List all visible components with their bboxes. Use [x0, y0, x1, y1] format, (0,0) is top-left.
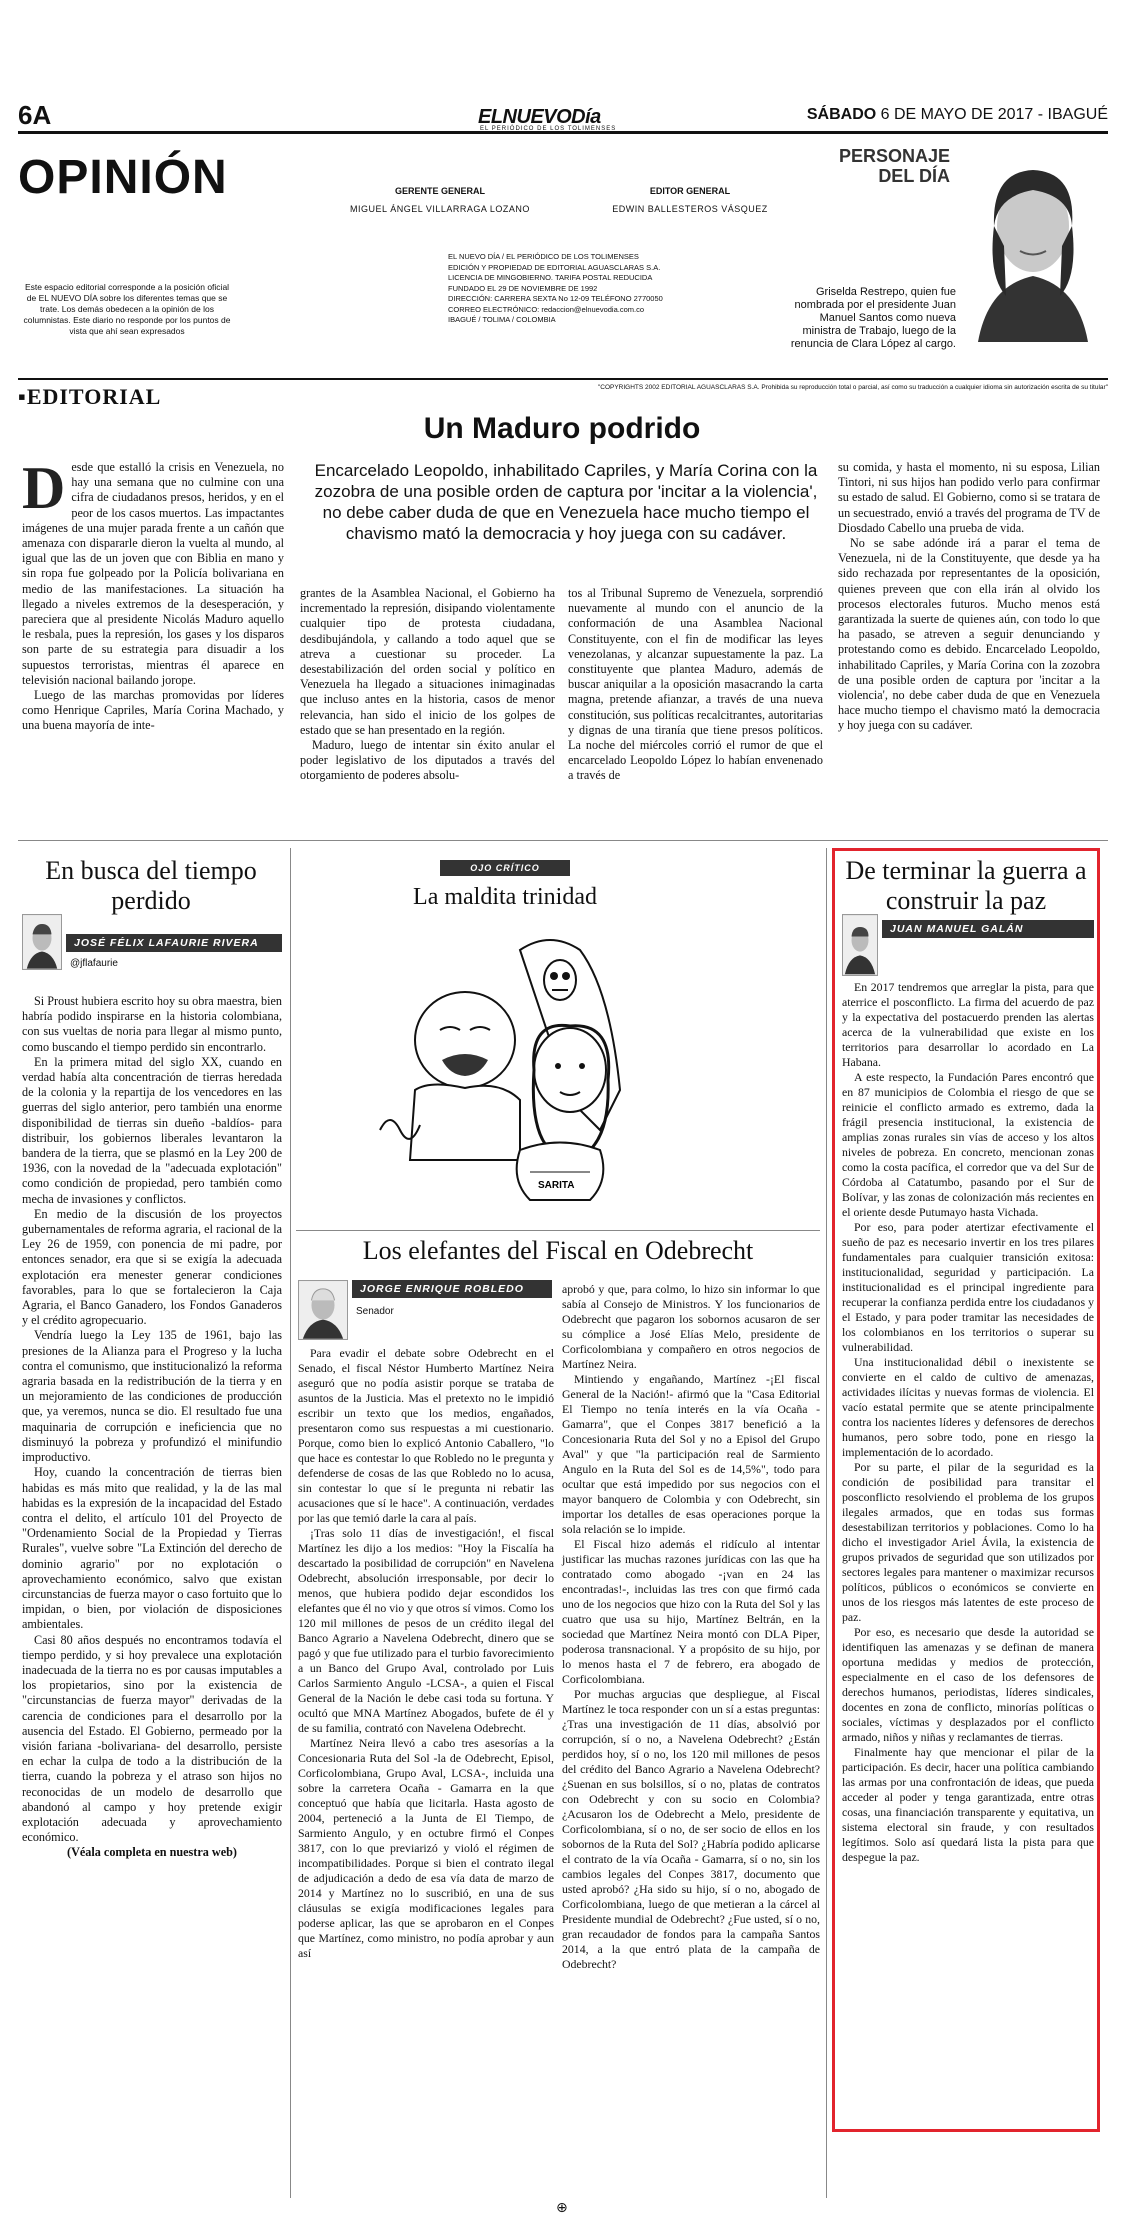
- personaje-title: [830, 146, 950, 186]
- registration-mark-icon: ⊕: [556, 2200, 568, 2216]
- author-photo: [842, 914, 878, 976]
- editorial-label: ▪EDITORIAL: [18, 384, 162, 409]
- date-rest: 6 DE MAYO DE 2017 - IBAGUÉ: [880, 106, 1108, 123]
- left-column-title: En busca del tiempo perdido: [45, 856, 257, 915]
- editorial-column-2: [300, 586, 555, 784]
- page-number: 6A: [18, 100, 52, 130]
- left-paragraph: En medio de la discusión de los proyectos gubernamentales de reforma agraria, el racional de la Ley 26 de 1959, con ponencia de mi padre, por entonces senador, era que si se exigía la adecuada explotación era menester generar condiciones favorables, para lo que se fortalecieron la Caja Agraria, el Banco Ganadero, los Fondos Ganaderos y el crédito agropecuario.: [22, 1206, 282, 1328]
- editorial-cartoon: [370, 930, 670, 1220]
- editorial-paragraph: esde que estalló la crisis en Venezuela, no hay una semana que no culmine con una cifra de ciudadanos presos, heridos, y en el peor de los casos muertos. Las impactantes imágenes de una mujer parada frente a un cañón que amenaza con dispararle dieron la vuelta al mundo, al igual que las de un joven que con Biblia en mano y sin ropa fue golpeado por la Policía bolivariana en medio de las manifestaciones. La situación ha llegado a niveles extremos de la desesperación, y pareciera que al presidente Nicolás Maduro aquello le resbala, pues la represión, los gases y los disparos son parte de su estrategia para disuadir a los supuestos terroristas, mientras él aparece en televisión nacional bailando jorope.: [22, 460, 284, 687]
- editorial-paragraph: No se sabe adónde irá a parar el tema de Venezuela, ni de la Constituyente, que desde ya ha sido rechazada por representantes de la oposición, quienes preveen que con ella irán al olvido los procesos electorales futuros. Mucho menos está garantizada la suerte de quienes aún, con todo lo que ha pasado, se atreven a seguir denunciando y protestando como es debido. Encarcelado Leopoldo, inhabilitado Capriles, y María Corina con la zozobra de una posible orden de captura por 'incitar a la violencia', no debe caber duda de que en Venezuela hace mucho tiempo el chavismo mató la democracia y hoy juega con su cadáver.: [838, 536, 1100, 733]
- right-column-author: JUAN MANUEL GALÁN: [882, 920, 1094, 938]
- ojo-critico-label: OJO CRÍTICO: [440, 860, 570, 876]
- left-paragraph: Si Proust hubiera escrito hoy su obra maestra, bien habría podido inspirarse en la historia colombiana, con sus vueltas de noria para llegar al mismo punto, como buscando el tiempo perdido sin encontrarlo.: [22, 994, 282, 1054]
- right-column-title: De terminar la guerra a construir la paz: [845, 856, 1087, 915]
- left-paragraph: Casi 80 años después no encontramos todavía el tiempo perdido, y si hoy prevalece una explotación inadecuada de la tierra no es por causas imputables a los propietarios, sino por la existencia de "circunstancias de fuerza mayor" derivadas de la carencia de condiciones para el desarrollo por la ausencia del Estado. El Gobierno, permeado por la visión fariana -bolivariana- del desarrollo, persiste en echar la culpa de todo a la distribución de la tierra, cuando la pobreza y el atraso son hijos no reconocidas de un modelo de desarrollo que abandonó al campo y hoy pretende exigir explotación adecuada y aprovechamiento económico.: [22, 1632, 282, 1845]
- gm-role: GERENTE GENERAL: [394, 186, 485, 196]
- left-column-body: [22, 994, 282, 1861]
- cartoon-title: La maldita trinidad: [413, 884, 597, 910]
- middle-column-author: JORGE ENRIQUE ROBLEDO: [352, 1280, 552, 1298]
- left-paragraph: En la primera mitad del siglo XX, cuando en verdad había alta concentración de tierras heredada de la colonia y la repartija de los vencedores en las guerras del siglo anterior, pero también una enorme disponibilidad de tierras sin dueño -baldíos- para distribuir, los gobiernos liberales levantaron la bandera de la tierra, que se plasmó en la Ley 200 de 1936, con la novedad de la "adecuada explotación" como condición de propiedad, pero también como mecha de invasiones y conflictos.: [22, 1054, 282, 1206]
- editorial-column-4: [838, 460, 1100, 734]
- right-column-body: [842, 980, 1094, 1865]
- personaje-title-line2: DEL DÍA: [878, 166, 950, 186]
- left-paragraph: Hoy, cuando la concentración de tierras bien habidas es más mito que realidad, y la de las mal habidas es la expresión de la incapacidad del Estado contra el delito, el artículo 101 del Proyecto de "Ordenamiento Social de la Propiedad y Tierras Rurales", vuelve sobre "La Extinción del derecho de dominio agrario" por no explotación o aprovechamiento económico, salvo que existan circunstancias de fuerza mayor o caso fortuito que lo impidan, o bien, por violación de disposiciones ambientales.: [22, 1465, 282, 1632]
- middle-column-body-a: [298, 1346, 554, 1961]
- ed-name: EDWIN BALLESTEROS VÁSQUEZ: [612, 204, 768, 214]
- author-photo: [22, 914, 62, 970]
- cartoon-sack-label: SARITA: [538, 1180, 575, 1191]
- personaje-title-line1: PERSONAJE: [838, 146, 950, 166]
- right-paragraph: Finalmente hay que mencionar el pilar de la participación. Es decir, hacer una política cambiando las armas por una confrontación de ideas, que pueda acceder al poder y tenga garantizada, entre otras cosas, una financiación transparente y equitativa, un sistema electoral sin fraude, y con resultados legítimos. Solo así quedará lista la pista para que despegue la paz.: [842, 1745, 1094, 1864]
- general-editor: [580, 186, 800, 214]
- editorial-headline: Un Maduro podrido: [423, 412, 701, 445]
- author-role: Senador: [356, 1306, 394, 1317]
- editorial-paragraph: Maduro, luego de intentar sin éxito anular el poder legislativo de los diputados a través del otorgamiento de poderes absolu-: [300, 738, 555, 783]
- drop-cap: D: [22, 455, 66, 521]
- editorial-label-text: EDITORIAL: [26, 384, 162, 409]
- left-column-author: JOSÉ FÉLIX LAFAURIE RIVERA: [66, 934, 282, 952]
- general-manager: [330, 186, 550, 214]
- masthead-info: [448, 252, 748, 326]
- dateline: [807, 106, 1108, 124]
- right-paragraph: Por eso, es necesario que desde la autoridad se identifiquen las amenazas y se definan de manera oportuna medidas y medios de protección, especialmente en el caso de los defensores de derechos humanos, periodistas, líderes sindicales, docentes en zona de conflicto, minorías políticas o sociales, víctimas y desplazados por el conflicto armado, niños y niñas y reclamantes de tierras.: [842, 1625, 1094, 1744]
- middle-paragraph: El Fiscal hizo además el ridículo al intentar justificar las muchas razones jurídicas con las que ha contratado como abogado -¡van en 24 las encontradas!-, incluidas las tres con que firmó cada uno de los negocios que hizo con la Ruta del Sol y las cuatro que usa su hijo, Martínez Beltrán, en la sociedad que Martínez Neira montó con DLA Piper, poderosa transnacional. Y a propósito de su hijo, por lo menos hasta el 7 de febrero, era abogado de Corficolombiana.: [562, 1537, 820, 1686]
- gm-name: MIGUEL ÁNGEL VILLARRAGA LOZANO: [350, 204, 530, 214]
- editorial-paragraph: su comida, y hasta el momento, ni su esposa, Lilian Tintori, ni sus hijos han podido verlo para confirmar su estado de salud. El Gobierno, como si se tratara de un secuestrado, envió a través del programa de TV de Diosdado Cabello una prueba de vida.: [838, 460, 1100, 535]
- middle-column-body-b: [562, 1282, 820, 1972]
- page-header: [18, 100, 1108, 134]
- middle-paragraph: aprobó y que, para colmo, lo hizo sin informar lo que sabía al Consejo de Ministros. Y los funcionarios de Odebrecht que pagaron los sobornos acusaron de ser su cómplice a José Elías Melo, presidente de Corficolombiana y compañero en otros negocios de Martínez Neira.: [562, 1282, 820, 1371]
- personaje-caption: Griselda Restrepo, quien fue nombrada por el presidente Juan Manuel Santos como nueva ministra de Trabajo, luego de la renuncia de Clara López al cargo.: [790, 286, 956, 350]
- masthead-line: EL NUEVO DÍA / EL PERIÓDICO DE LOS TOLIMENSES: [448, 252, 639, 261]
- column-divider: [290, 848, 291, 2198]
- date-day: SÁBADO: [806, 106, 877, 123]
- right-paragraph: En 2017 tendremos que arreglar la pista, para que aterrice el posconflicto. La firma del acuerdo de paz y la expectativa del postacuerdo prenden las alertas acerca de la vulnerabilidad que existe en los territorios para desarrollar lo acordado en La Habana.: [842, 980, 1094, 1069]
- middle-paragraph: Martínez Neira llevó a cabo tres asesorías a la Concesionaria Ruta del Sol -la de Odebrecht, Episol, Corficolombiana, Grupo Aval, LCSA-, incluida una sobre la carretera Ocaña - Gamarra en la que conceptuó que había que licitarla. Hasta agosto de 2004, perteneció a la Junta de El Tiempo, de Sarmiento Angulo, y en octubre firmó el Conpes 3817, con lo que previarizó y violó el régimen de incompatibilidades. Porque si bien el contrato ilegal de adjudicación a dedo de esa vía data de marzo de 2014 y Martínez no lo suscribió, en una de sus cláusulas se exigía modificaciones legales para poderse aplicar, las que se aprobaron en el Conpes que Martínez, como ministro, no podía aprobar y aun así: [298, 1736, 554, 1960]
- editorial-deck: Encarcelado Leopoldo, inhabilitado Capriles, y María Corina con la zozobra de una posible orden de captura por 'incitar a la violencia', no debe caber duda de que en Venezuela hace mucho tiempo el chavismo mató la democracia y hoy juega con su cadáver.: [314, 461, 818, 543]
- masthead-line: CORREO ELECTRÓNICO: redaccion@elnuevodia.com.co: [448, 304, 645, 314]
- editorial-paragraph: Luego de las marchas promovidas por líderes como Henrique Capriles, María Corina Machado, y una buena mayoría de inte-: [22, 688, 284, 733]
- editorial-column-1: [22, 455, 284, 734]
- masthead-line: EDICIÓN Y PROPIEDAD DE EDITORIAL AGUASCLARAS S.A.: [448, 262, 661, 272]
- editorial-label-bar: [18, 378, 1108, 409]
- section-divider: [296, 1230, 820, 1231]
- right-paragraph: Una institucionalidad débil o inexistente se convierte en el caldo de cultivo de amenazas, actividades ilícitas y nuevas formas de violencia. El vacío estatal permite que se atente principalmente contra los nacientes líderes y defensores de derechos humanos, pero sobre todo, pone en riesgo la implementación de lo acordado.: [842, 1355, 1094, 1459]
- personaje-photo: [958, 146, 1108, 342]
- section-divider: [18, 840, 1108, 841]
- newspaper-logo-subtitle: EL PERIÓDICO DE LOS TOLIMENSES: [480, 126, 617, 132]
- middle-paragraph: Por muchas argucias que despliegue, al Fiscal Martínez le toca responder con un sí a estas preguntas: ¿Tras una investigación de 11 días, absolvió por corrupción, sí o no, a Navelena Odebrecht? ¿Están perdidos hoy, sí o no, los 120 mil millones de pesos del crédito del Banco Agrario a Navelena Odebrecht? ¿Suenan en sus bolsillos, sí o no, platas de contratos con Odebrecht y con su socio en Colombia? ¿Acusaron los de Odebrecht a Melo, presidente de Corficolombiana, sí o no, de ser socio de ellos en los sobornos de la Ruta del Sol? ¿Habría podido aplicarse el contrato de la vía Ocaña - Gamarra, sí o no, sin los cambios legales del Conpes 3817, documento que usted aprobó? ¿Ha sido su hijo, sí o no, abogado de Corficolombiana, luego de que metieran a la cárcel al Presidente mundial de Odebrecht? ¿Fue usted, sí o no, gran recaudador de fondos para la campaña Santos 2014, a la que entró plata de la campaña de Odebrecht?: [562, 1687, 820, 1971]
- right-paragraph: Por su parte, el pilar de la seguridad es la condición de posibilidad para transitar el posconflicto resolviendo el problema de los grupos ilegales armados, que en todas sus formas desestabilizan territorios y poblaciones. Como lo ha dicho el investigador Ariel Ávila, la existencia de grupos privados de seguridad que son utilizados por sectores legales para mantener o maximizar recursos políticos, públicos o económicos se convierte en unos de los riesgos más latentes de este proceso de paz.: [842, 1460, 1094, 1624]
- copyright-notice: "COPYRIGHTS 2002 EDITORIAL AGUASCLARAS S.A. Prohibida su reproducción total o parcial, así como su traducción a cualquier idioma sin autorización escrita de su titular": [597, 384, 1108, 391]
- left-paragraph: Vendría luego la Ley 135 de 1961, bajo las presiones de la Alianza para el Progreso y la lucha contra el comunismo, que institucionalizó la reforma agraria basada en la redistribución de la tierra y en un mejoramiento de las condiciones de producción que, ya veremos, nunca se dio. El resultado fue una maquinaria de corrupción e ineficiencia que no disminuyó la pobreza y profundizó el minifundio improductivo.: [22, 1328, 282, 1465]
- masthead-line: DIRECCIÓN: CARRERA SEXTA No 12-09 TELÉFONO 2770050: [448, 294, 663, 303]
- column-divider: [826, 848, 827, 2198]
- read-more-note: (Véala completa en nuestra web): [67, 1845, 237, 1860]
- masthead-line: IBAGUÉ / TOLIMA / COLOMBIA: [448, 315, 556, 324]
- editorial-column-3: [568, 586, 823, 784]
- author-photo: [298, 1280, 348, 1340]
- right-paragraph: Por eso, para poder atertizar efectivamente el sueño de paz es necesario invertir en los tres pilares fundamentales para cualquier transición exitosa: institucionalidad, seguridad y participación. La institucionalidad es el principal ingrediente para recuperar la confianza perdida entre los ciudadanos y el Estado, y para poder tramitar las necesidades de los colombianos en los territorios o superar su vulnerabilidad.: [842, 1220, 1094, 1354]
- middle-paragraph: Mintiendo y engañando, Martínez -¡El fiscal General de la Nación!- afirmó que la "Casa Editorial El Tiempo no tenía interés en la vía Ocaña - Gamarra", que el Conpes 3817 benefició a la Concesionaria Ruta del Sol y no a Episol del Grupo Aval" y que "la participación real de Sarmiento Angulo en la Ruta del Sol es de 14,5%", todo para ocultar que está impedido por sus negocios con el mayor banquero de Colombia y con Odebrecht, sin importar los detalles de esas operaciones porque la sola relación se lo impide.: [562, 1372, 820, 1536]
- newspaper-logo: ELNUEVODía: [478, 106, 601, 128]
- editorial-intro-note: Este espacio editorial corresponde a la posición oficial de EL NUEVO DÍA sobre los diferentes temas que se trate. Los demás obedecen a la opinión de los columnistas. Este diario no responde por los puntos de vista que ahí sean expresados: [23, 282, 231, 336]
- masthead-line: LICENCIA DE MINGOBIERNO. TARIFA POSTAL REDUCIDA: [448, 273, 653, 282]
- editorial-paragraph: grantes de la Asamblea Nacional, el Gobierno ha incrementado la represión, disipando violentamente cualquier tipo de protesta ciudadana, desdibujándola, y callando a todo aquel que se atreva a cuestionar su proceder. La desestabilización del orden social y político en Venezuela ha llegado a situaciones inimaginadas que incluso antes en la historia, casos de menor relevancia, han sido el inicio de los golpes de estado que se han presentado en la región.: [300, 586, 555, 737]
- editorial-paragraph: tos al Tribunal Supremo de Venezuela, sorprendió nuevamente al mundo con el anuncio de la conformación de una Asamblea Nacional Constituyente, con el fin de modificar las leyes venezolanas, y alcanzar supuestamente la paz. La constituyente que plantea Maduro, además de buscar aniquilar a la oposición masacrando la carta magna, pretende afianzar, a través de una nueva constitución, sus políticas recalcitrantes, autoritarias y dignas de una tiranía que tiene presos políticos. La noche del miércoles corrió el rumor de que el encarcelado Leopoldo López lo habían envenenado a través de: [568, 586, 823, 783]
- twitter-handle: @jflafaurie: [70, 958, 118, 969]
- middle-column-title: Los elefantes del Fiscal en Odebrecht: [362, 1236, 754, 1265]
- ed-role: EDITOR GENERAL: [649, 186, 731, 196]
- right-paragraph: A este respecto, la Fundación Pares encontró que en 87 municipios de Colombia el riesgo de que se reinicie el conflicto armado es extremo, dada la frágil presencia institucional, la existencia de amplias zonas rurales sin vías de acceso y los altos niveles de pobreza. En concreto, mencionan zonas como la costa pacífica, el corredor que va del Sur de Córdoba al Catatumbo, pasando por el Sur de Bolívar, y las zonas de colonización más recientes en el oriente desde Putumayo hasta Vichada.: [842, 1070, 1094, 1219]
- section-title: OPINIÓN: [18, 151, 228, 204]
- masthead-line: FUNDADO EL 29 DE NOVIEMBRE DE 1992: [448, 283, 598, 293]
- middle-paragraph: ¡Tras solo 11 días de investigación!, el fiscal Martínez les dijo a los medios: "Hoy la Fiscalía ha descartado la posibilidad de corrupción" en Navelena Odebrecht, absolución irresponsable, por decir lo menos, que hubiera podido dejar escondidos los elefantes que él no vio y que otros sí vimos. Como los 120 mil millones de pesos de un crédito ilegal del Banco Agrario a Navelena Odebrecht, dinero que se pagó y que fue utilizado para el turbio favorecimiento a un Banco del Grupo Aval, controlado por Luis Carlos Sarmiento Angulo -LCSA-, a quien el Fiscal General de la Nación le debe casi toda su fortuna. Y ocultó que MNA Martínez Abogados, bufete de él y de su familia, contrató con Navelena Odebrecht.: [298, 1526, 554, 1735]
- middle-paragraph: Para evadir el debate sobre Odebrecht en el Senado, el fiscal Néstor Humberto Martínez Neira aseguró que no podía asistir porque se trataba de asuntos de la Justicia. Mas el pretexto no le impidió escribir un texto que los medios, engañados, presentaron como sus respuestas a mi cuestionario. Porque, como bien lo explicó Antonio Caballero, "lo que hace es contestar lo que Robledo no le pregunta y defenderse de cosas de las que Robledo no lo acusa, sin contestar lo que sí le pregunta ni rebatir las acusaciones que sí le hace". A continuación, verdades por las que temió darle la cara al país.: [298, 1346, 554, 1525]
